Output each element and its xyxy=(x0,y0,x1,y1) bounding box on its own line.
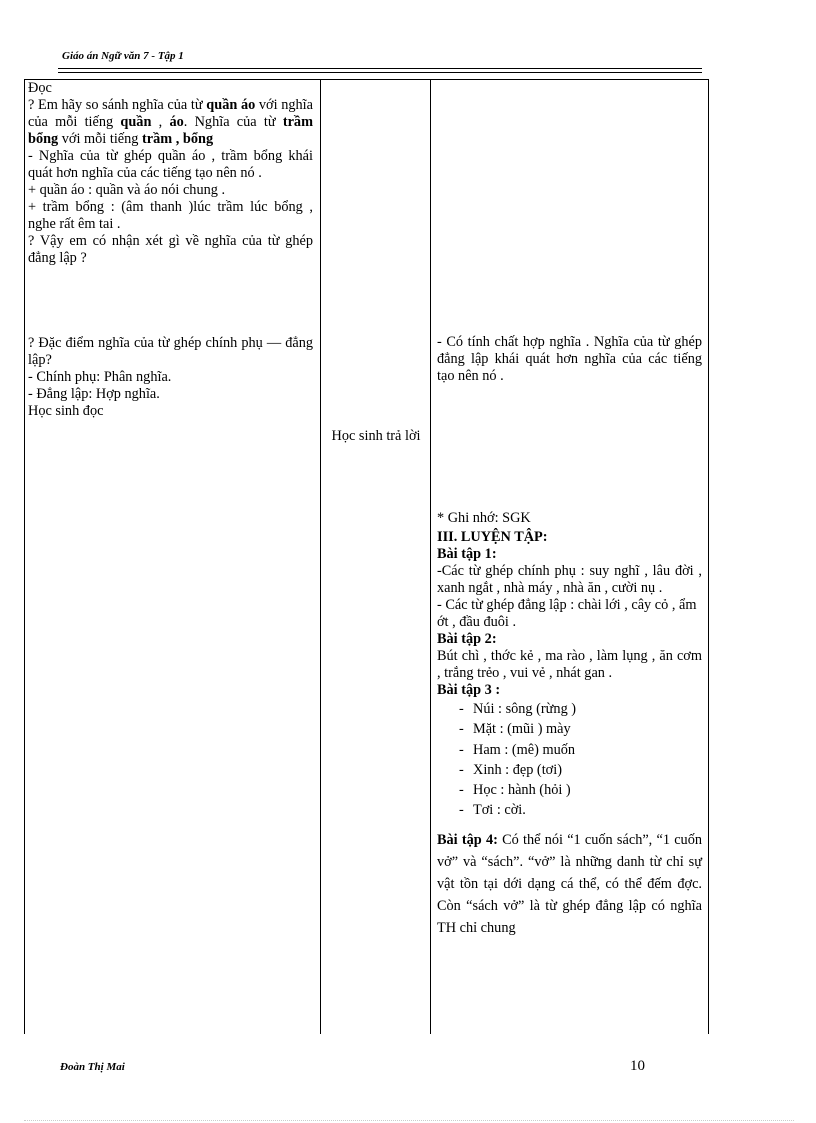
meaning-explanation: - Nghĩa của từ ghép quần áo , trầm bổng khái quát hơn nghĩa của các tiếng tạo nên nó . xyxy=(28,148,313,181)
table-border-right xyxy=(708,79,709,1034)
read-instruction: Đọc xyxy=(28,80,52,96)
nature-of-dang-lap: - Có tính chất hợp nghĩa . Nghĩa của từ ghép đẳng lập khái quát hơn nghĩa của các tiếng tạo nên nó . xyxy=(437,334,702,384)
dang-lap-note: - Đẳng lập: Hợp nghĩa. xyxy=(28,386,160,402)
list-item: - Tơi : cời. xyxy=(459,800,702,820)
table-border-col3 xyxy=(430,79,431,1034)
ghi-nho: * Ghi nhớ: SGK xyxy=(437,510,531,526)
header-rule-double xyxy=(58,72,702,73)
example-quan-ao: + quần áo : quần và áo nói chung . xyxy=(28,182,226,198)
bottom-dotted-line xyxy=(24,1120,794,1121)
teacher-activity-column xyxy=(28,80,313,420)
bai-tap-1-dang-lap: - Các từ ghép đẳng lập : chài lới , cây cỏ , ẩm ớt , đầu đuôi . xyxy=(437,597,697,630)
bai-tap-3-title: Bài tập 3 : xyxy=(437,682,501,698)
question-dang-lap: ? Vậy em có nhận xét gì về nghĩa của từ ghép đẳng lập ? xyxy=(28,233,313,266)
practice-column xyxy=(437,510,702,939)
bai-tap-3-list xyxy=(437,699,702,821)
list-item: - Mặt : (mũi ) mày xyxy=(459,719,702,739)
chinh-phu-note: - Chính phụ: Phân nghĩa. xyxy=(28,369,172,385)
table-border-left xyxy=(24,79,25,1034)
author-name: Đoàn Thị Mai xyxy=(60,1061,125,1073)
question-characteristics: ? Đặc điểm nghĩa của từ ghép chính phụ — đẳng lập? xyxy=(28,335,313,368)
bai-tap-2-text: Bút chì , thớc kẻ , ma rào , làm lụng , ăn cơm , trắng trẻo , vui vẻ , nhát gan . xyxy=(437,648,702,681)
list-item: - Núi : sông (rừng ) xyxy=(459,699,702,719)
bai-tap-4: Bài tập 4: Có thể nói “1 cuốn sách”, “1 cuốn vở” và “sách”. “vở” là những danh từ chỉ sự vật tồn tại dới dạng cá thể, có thể đếm đợc. Còn “sách vở” là từ ghép đẳng lập có nghĩa TH chỉ chung xyxy=(437,831,702,936)
list-item: - Ham : (mê) muốn xyxy=(459,740,702,760)
list-item: - Xinh : đẹp (tơi) xyxy=(459,760,702,780)
table-border-col2 xyxy=(320,79,321,1034)
bai-tap-2-title: Bài tập 2: xyxy=(437,631,497,647)
list-item: - Học : hành (hỏi ) xyxy=(459,780,702,800)
question-compare-meaning: ? Em hãy so sánh nghĩa của từ quần áo với nghĩa của mỗi tiếng quần , áo. Nghĩa của từ trầm bổng với mỗi tiếng trầm , bổng xyxy=(28,97,313,147)
bai-tap-1-chinh-phu: -Các từ ghép chính phụ : suy nghĩ , lâu đời , xanh ngắt , nhà máy , nhà ăn , cười nụ . xyxy=(437,563,702,596)
page-number: 10 xyxy=(630,1058,645,1074)
bai-tap-1-title: Bài tập 1: xyxy=(437,546,497,562)
running-header: Giáo án Ngữ văn 7 - Tập 1 xyxy=(62,50,184,62)
student-answer: Học sinh trả lời xyxy=(331,428,421,444)
student-read-note: Học sinh đọc xyxy=(28,403,104,419)
luyen-tap-heading: III. LUYỆN TẬP: xyxy=(437,529,548,545)
example-tram-bong: + trầm bổng : (âm thanh )lúc trầm lúc bổng , nghe rất êm tai . xyxy=(28,199,313,232)
header-rule xyxy=(58,68,702,69)
